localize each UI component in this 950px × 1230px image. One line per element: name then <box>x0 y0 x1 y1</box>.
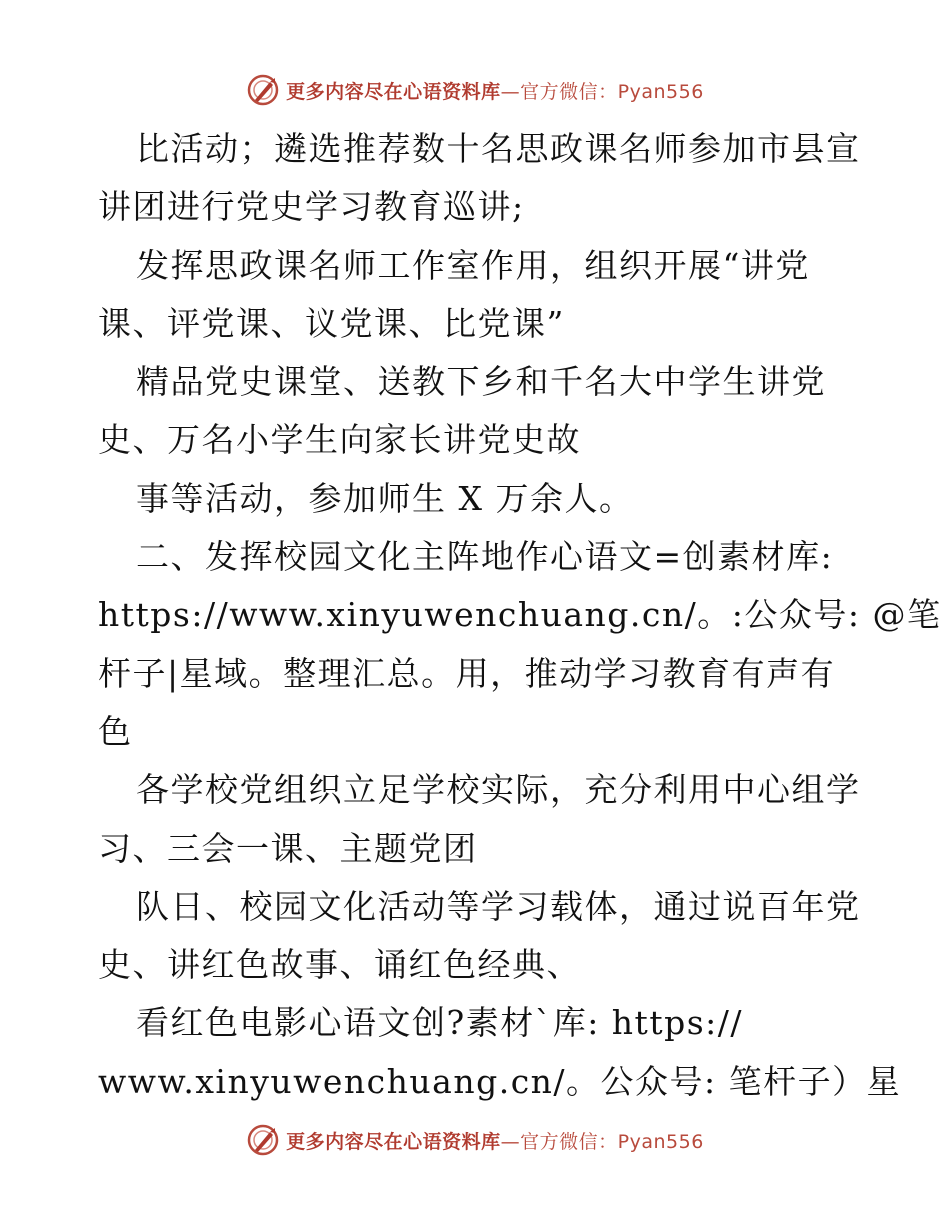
header-watermark-prefix: 更多内容尽在心语资料库 <box>286 80 501 103</box>
body-text-line: 精品党史课堂、送教下乡和千名大中学生讲党 <box>136 362 826 402</box>
footer-watermark-prefix: 更多内容尽在心语资料库 <box>286 1130 501 1153</box>
body-text-line: 色 <box>98 711 133 751</box>
body-text-line: https://www.xinyuwenchuang.cn/。:公众号: @笔 <box>98 595 942 635</box>
quill-logo-icon <box>246 1123 280 1157</box>
body-text-line: 习、三会一课、主题党团 <box>98 828 478 868</box>
footer-watermark-suffix: —官方微信：Pyan556 <box>500 1130 704 1153</box>
body-text-line: 史、万名小学生向家长讲党史故 <box>98 420 581 460</box>
body-text-line: 各学校党组织立足学校实际，充分利用中心组学 <box>136 770 861 810</box>
body-text-line: 史、讲红色故事、诵红色经典、 <box>98 945 581 985</box>
body-text-line: 讲团进行党史学习教育巡讲; <box>98 187 525 227</box>
footer-watermark-banner <box>0 1120 950 1160</box>
body-text-line: 杆子|星域。整理汇总。用，推动学习教育有声有 <box>98 653 836 693</box>
body-text-line: 比活动；遴选推荐数十名思政课名师参加市县宣 <box>136 129 861 168</box>
body-text-line: 二、发挥校园文化主阵地作心语文=创素材库: <box>136 537 834 577</box>
body-text-line: 事等活动，参加师生 X 万余人。 <box>136 478 634 518</box>
body-text-line: 队日、校园文化活动等学习载体，通过说百年党 <box>136 886 861 926</box>
header-watermark-banner <box>0 70 950 110</box>
body-text-line: 看红色电影心语文创?素材`库: https:// <box>136 1003 743 1043</box>
header-watermark-suffix: —官方微信：Pyan556 <box>500 80 704 103</box>
body-text-line: www.xinyuwenchuang.cn/。公众号: 笔杆子）星 <box>98 1061 902 1101</box>
header-watermark-text <box>286 77 704 104</box>
body-text-line: 发挥思政课名师工作室作用，组织开展“讲党 <box>136 245 810 285</box>
body-text-line: 课、评党课、议党课、比党课” <box>98 303 565 343</box>
document-body <box>98 120 942 1111</box>
footer-watermark-text <box>286 1127 704 1154</box>
quill-logo-icon <box>246 73 280 107</box>
